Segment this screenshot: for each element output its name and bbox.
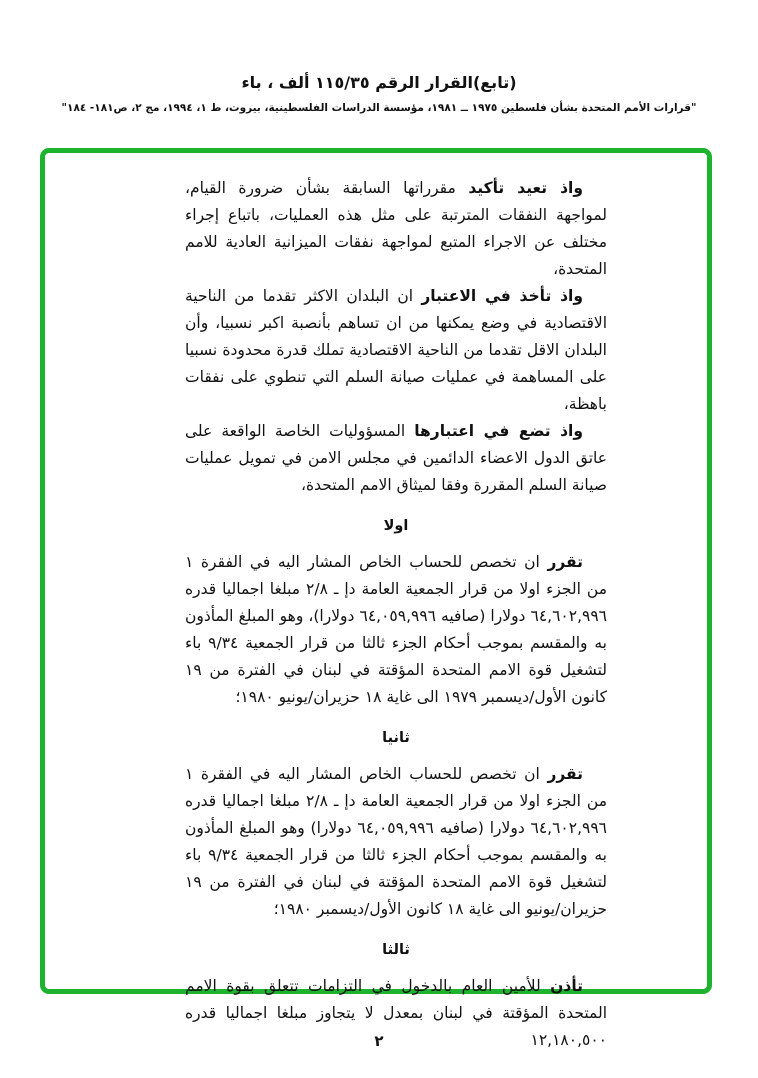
green-annotation-frame [40,148,712,1049]
paragraph-lead: واذ تعيد تأكيد [468,179,584,197]
paragraph-text: المسؤوليات الخاصة الواقعة على عاتق الدول الاعضاء الدائمين في مجلس الامن في تمويل عمليات صيانة السلم المقررة وفقا لميثاق الامم المتحدة، [185,422,607,494]
paragraph-text: ان تخصص للحساب الخاص المشار اليه في الفقرة ١ من الجزء اولا من قرار الجمعية العامة دإ ـ ٢/٨ مبلغا اجماليا قدره ٦٤,٦٠٢,٩٩٦ دولارا (صافيه ٦٤,٠٥٩,٩٩٦ دولارا) وهو المبلغ المأذون به والمقسم بموجب أحكام الجزء ثالثا من قرار الجمعية ٩/٣٤ باء لتشغيل قوة الامم المتحدة المؤقتة في لبنان في الفترة من ١٩ حزيران/يونيو الى غاية ١٨ كانون الأول/ديسمبر ١٩٨٠؛ [185,765,607,918]
source-citation-line: "قرارات الأمم المتحدة بشأن فلسطين ١٩٧٥ ــ ١٩٨١، مؤسسة الدراسات الفلسطينية، بيروت، ط ١، ١٩٩٤، مج ٢، ص١٨١- ١٨٤" [61,102,697,114]
preamble-paragraph [185,418,607,499]
section-heading-third: ثالثا [382,942,410,958]
document-title: (تابع)القرار الرقم ١١٥/٣٥ ألف ، باء [241,73,517,92]
paragraph-text: ان تخصص للحساب الخاص المشار اليه في الفقرة ١ من الجزء اولا من قرار الجمعية العامة دإ ـ ٢/٨ مبلغا اجماليا قدره ٦٤,٦٠٢,٩٩٦ دولارا (صافيه ٦٤,٠٥٩,٩٩٦ دولارا)، وهو المبلغ المأذون به والمقسم بموجب أحكام الجزء ثالثا من قرار الجمعية ٩/٣٤ باء لتشغيل قوة الامم المتحدة المؤقتة في لبنان في الفترة من ١٩ كانون الأول/ديسمبر ١٩٧٩ الى غاية ١٨ حزيران/يونيو ١٩٨٠؛ [185,553,607,706]
paragraph-lead: واذ تضع في اعتبارها [414,422,583,440]
paragraph-lead: واذ تأخذ في الاعتبار [421,287,583,305]
paragraph-lead: تقرر [547,553,583,571]
paragraph-text: للأمين العام بالدخول في التزامات تتعلق بقوة الامم المتحدة المؤقتة في لبنان بمعدل لا يتجاوز مبلغا اجماليا قدره ١٢,١٨٠,٥٠٠ [185,977,607,1049]
page-number: ٢ [374,1032,384,1050]
paragraph-lead: تقرر [547,765,583,783]
section-heading-first: اولا [383,518,409,534]
paragraph-lead: تأذن [550,977,583,995]
document-body [185,175,607,1054]
paragraph-text: مقرراتها السابقة بشأن ضرورة القيام، لمواجهة النفقات المترتبة على مثل هذه العمليات، باتباع إجراء مختلف عن الاجراء المتبع لمواجهة نفقات الميزانية العادية للامم المتحدة، [185,179,607,278]
paragraph-text: ان البلدان الاكثر تقدما من الناحية الاقتصادية في وضع يمكنها من ان تساهم بأنصبة اكبر نسبيا، وأن البلدان الاقل تقدما من الناحية الاقتصادية تملك قدرة محدودة نسبيا على المساهمة في عمليات صيانة السلم التي تنطوي على نفقات باهظة، [185,287,607,413]
preamble-paragraph [185,175,607,283]
preamble-paragraph [185,283,607,418]
section-paragraph [185,761,607,923]
section-paragraph [185,549,607,711]
section-heading-second: ثانيا [382,730,410,746]
